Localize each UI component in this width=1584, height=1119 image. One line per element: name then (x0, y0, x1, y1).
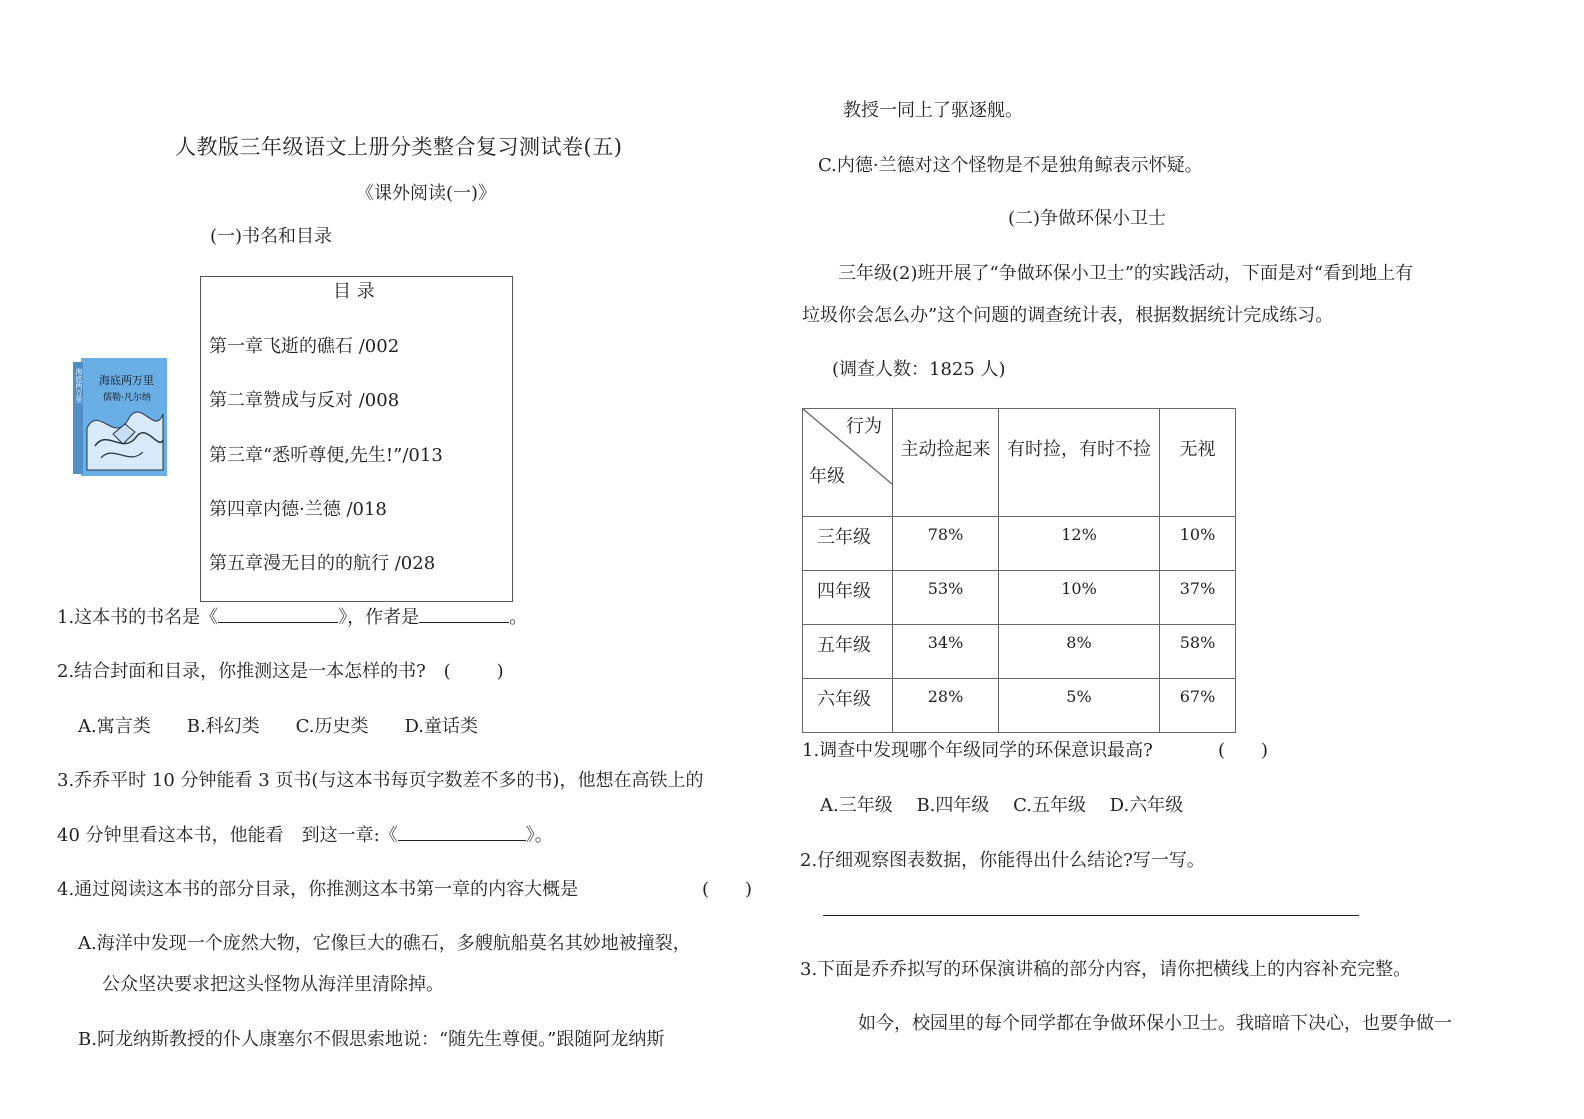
table-row (803, 517, 1236, 571)
question-1-text-a: 1.这本书的书名是《 (57, 607, 219, 628)
book-title-blank[interactable] (218, 604, 338, 623)
corner-label-grade: 年级 (809, 466, 845, 487)
intro-line1: 三年级(2)班开展了“争做环保小卫士”的实践活动，下面是对“看到地上有 (838, 263, 1414, 284)
table-cell: 58% (1160, 625, 1236, 679)
chapter-blank[interactable] (398, 822, 526, 841)
table-cell: 78% (893, 517, 999, 571)
question-2 (57, 657, 504, 683)
speech-paragraph-line1: 如今，校园里的每个同学都在争做环保小卫士。我暗暗下决心，也要争做一 (858, 1013, 1452, 1034)
table-cell: 28% (893, 679, 999, 733)
intro-line2: 垃圾你会怎么办”这个问题的调查统计表，根据数据统计完成练习。 (802, 305, 1334, 326)
survey-question-3: 3.下面是乔乔拟写的环保演讲稿的部分内容，请你把横线上的内容补充完整。 (800, 959, 1412, 980)
subtitle: 《课外阅读(一)》 (356, 183, 497, 204)
survey-question-1: 1.调查中发现哪个年级同学的环保意识最高? (802, 740, 1153, 761)
question-4: 4.通过阅读这本书的部分目录，你推测这本书第一章的内容大概是 (57, 879, 579, 900)
table-cell: 10% (999, 571, 1160, 625)
option-b-continuation: 教授一同上了驱逐舰。 (843, 100, 1023, 121)
question-3-text-b: 》。 (525, 825, 553, 846)
author-blank[interactable] (419, 604, 509, 623)
table-of-contents-box (200, 276, 513, 602)
cover-title: 海底两万里 (99, 374, 154, 387)
question-2-options: A.寓言类 B.科幻类 C.历史类 D.童话类 (78, 716, 479, 737)
book-cover-image (73, 358, 167, 476)
question-3-text-a: 40 分钟里看这本书，他能看 到这一章:《 (57, 825, 398, 846)
column-header: 有时捡，有时不捡 (999, 409, 1160, 517)
corner-label-behavior: 行为 (846, 416, 882, 437)
table-row (803, 571, 1236, 625)
table-row (803, 679, 1236, 733)
toc-heading: 目 录 (333, 281, 375, 302)
survey-question-2: 2.仔细观察图表数据，你能得出什么结论?写一写。 (800, 850, 1205, 871)
row-label: 三年级 (803, 517, 893, 571)
row-label: 五年级 (803, 625, 893, 679)
conclusion-answer-line[interactable] (823, 915, 1359, 916)
question-4-option-a-line2: 公众坚决要求把这头怪物从海洋里清除掉。 (102, 974, 444, 995)
question-2-text: 2.结合封面和目录，你推测这是一本怎样的书? (57, 661, 426, 682)
column-header: 主动捡起来 (893, 409, 999, 517)
survey-table (802, 408, 1236, 733)
toc-item: 第二章赞成与反对 /008 (209, 390, 400, 411)
question-3-line1: 3.乔乔平时 10 分钟能看 3 页书(与这本书每页字数差不多的书)，他想在高铁上的 (57, 770, 704, 791)
cover-spine-text: 海底两万里 (75, 368, 83, 403)
question-4-option-a-line1: A.海洋中发现一个庞然大物，它像巨大的礁石，多艘航船莫名其妙地被撞裂， (78, 933, 691, 954)
table-cell: 67% (1160, 679, 1236, 733)
table-corner-cell (803, 409, 893, 517)
question-1 (57, 603, 527, 629)
survey-question-1-options: A.三年级 B.四年级 C.五年级 D.六年级 (820, 795, 1184, 816)
question-2-paren-left: ( (443, 661, 451, 682)
page-title: 人教版三年级语文上册分类整合复习测试卷(五) (175, 135, 623, 159)
column-header: 无视 (1160, 409, 1236, 517)
cover-author: 儒勒·凡尔纳 (103, 393, 151, 403)
table-row (803, 625, 1236, 679)
question-4-option-b-line1: B.阿龙纳斯教授的仆人康塞尔不假思索地说：“随先生尊便。”跟随阿龙纳斯 (78, 1029, 665, 1050)
table-cell: 8% (999, 625, 1160, 679)
row-label: 六年级 (803, 679, 893, 733)
table-cell: 5% (999, 679, 1160, 733)
toc-item: 第三章“悉听尊便,先生!”/013 (209, 445, 443, 466)
table-cell: 53% (893, 571, 999, 625)
question-4-option-c: C.内德·兰德对这个怪物是不是独角鲸表示怀疑。 (818, 155, 1203, 176)
question-3-line2 (57, 821, 553, 847)
question-4-answer-slot[interactable]: ( ) (702, 879, 753, 900)
question-1-text-c: 。 (509, 607, 528, 628)
survey-question-1-answer-slot[interactable]: ( ) (1218, 740, 1269, 761)
table-cell: 12% (999, 517, 1160, 571)
table-cell: 34% (893, 625, 999, 679)
toc-item: 第五章漫无目的的航行 /028 (209, 553, 436, 574)
toc-item: 第四章内德·兰德 /018 (209, 499, 387, 520)
row-label: 四年级 (803, 571, 893, 625)
question-1-text-b: 》，作者是 (338, 607, 420, 628)
toc-item: 第一章飞逝的礁石 /002 (209, 336, 400, 357)
question-2-paren-right: ) (496, 661, 504, 682)
table-cell: 10% (1160, 517, 1236, 571)
section-heading-1: (一)书名和目录 (210, 226, 333, 247)
section-heading-2: (二)争做环保小卫士 (1008, 208, 1167, 229)
table-cell: 37% (1160, 571, 1236, 625)
survey-count: (调查人数：1825 人) (832, 359, 1006, 380)
